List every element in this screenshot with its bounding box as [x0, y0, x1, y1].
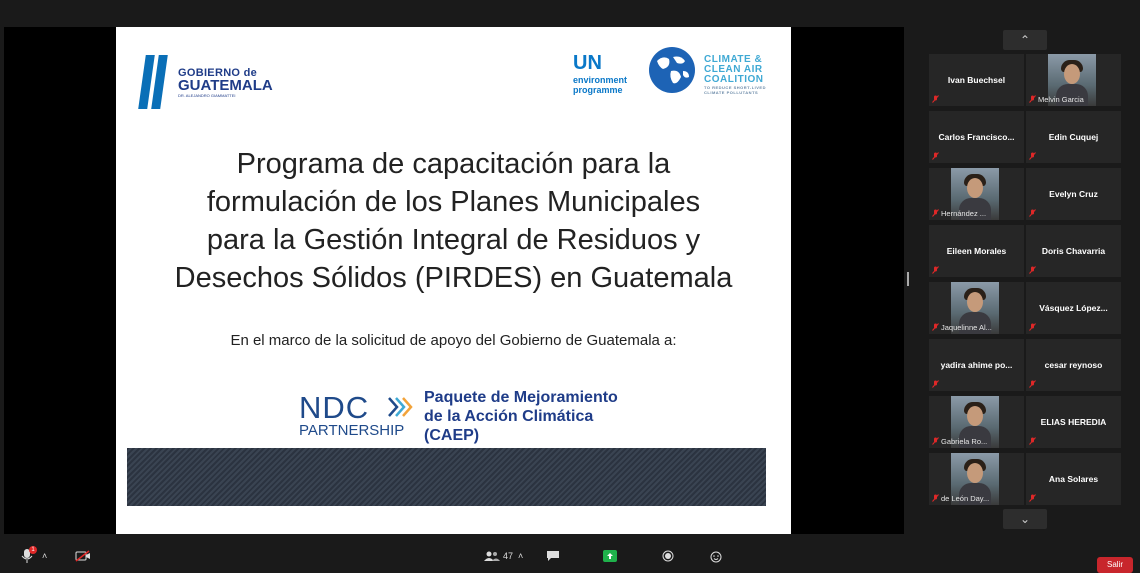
- muted-mic-icon: [932, 152, 939, 160]
- split-resize-handle[interactable]: [907, 272, 909, 286]
- participant-name: de León Day...: [941, 494, 990, 503]
- gobierno-line2: GUATEMALA: [178, 77, 273, 94]
- gobierno-line1: GOBIERNO de: [178, 67, 258, 79]
- gobierno-logo-icon: [142, 55, 170, 109]
- muted-mic-icon: [932, 380, 939, 388]
- mic-badge: 1: [29, 546, 37, 554]
- participant-name: ELIAS HEREDIA: [1040, 417, 1107, 427]
- participant-tile[interactable]: [929, 225, 1024, 277]
- reactions-button[interactable]: [710, 548, 723, 564]
- participant-name: Doris Chavarria: [1041, 246, 1106, 256]
- video-button[interactable]: [75, 548, 91, 564]
- participant-tile[interactable]: [1026, 111, 1121, 163]
- participants-button[interactable]: [484, 548, 513, 564]
- participant-tile[interactable]: [1026, 54, 1121, 106]
- participant-name: Jaquelinne Al...: [941, 323, 992, 332]
- participants-count: 47: [503, 551, 514, 561]
- participant-tile[interactable]: [1026, 168, 1121, 220]
- caep-line: de la Acción Climática: [424, 408, 594, 425]
- slide-title: [156, 145, 751, 297]
- mute-button[interactable]: [20, 548, 34, 564]
- gobierno-line3: DR. ALEJANDRO GIAMMATTEI: [178, 93, 236, 98]
- reactions-icon: [710, 550, 723, 563]
- participant-name: Ana Solares: [1048, 474, 1099, 484]
- participant-tile[interactable]: [929, 282, 1024, 334]
- participant-name: Gabriela Ro...: [941, 437, 988, 446]
- participants-options-caret[interactable]: ˄: [518, 551, 524, 561]
- muted-mic-icon: [932, 323, 939, 331]
- participant-name: Evelyn Cruz: [1049, 189, 1098, 199]
- gallery-scroll-down-button[interactable]: ⌄: [1003, 509, 1047, 529]
- ccac-line2: CLEAN AIR: [704, 64, 763, 75]
- chat-icon: [546, 550, 560, 562]
- ndc-big: NDC: [299, 390, 370, 425]
- participant-name: Vásquez López...: [1039, 303, 1108, 313]
- globe-icon: [649, 47, 695, 93]
- muted-mic-icon: [1029, 380, 1036, 388]
- presentation-slide: [116, 27, 791, 534]
- ndc-chevron-icon: [387, 396, 417, 418]
- audio-options-caret[interactable]: ˄: [42, 551, 48, 561]
- unep-logo: [573, 52, 638, 95]
- share-screen-button[interactable]: [603, 548, 617, 564]
- participant-tile[interactable]: [929, 54, 1024, 106]
- share-screen-icon: [603, 550, 617, 562]
- participant-tile[interactable]: [1026, 396, 1121, 448]
- participant-tile[interactable]: [929, 111, 1024, 163]
- muted-mic-icon: [932, 494, 939, 502]
- record-icon: [662, 550, 674, 562]
- unep-un: UN: [573, 52, 602, 74]
- muted-mic-icon: [932, 266, 939, 274]
- slide-title-line: Programa de capacitación para la: [236, 148, 671, 180]
- participant-tile[interactable]: [1026, 339, 1121, 391]
- muted-mic-icon: [1029, 266, 1036, 274]
- participant-name: yadira ahime po...: [940, 360, 1013, 370]
- participant-name: cesar reynoso: [1044, 360, 1103, 370]
- participant-tile[interactable]: [1026, 282, 1121, 334]
- participant-tile[interactable]: [1026, 453, 1121, 505]
- participant-name: Hernández ...: [941, 209, 987, 218]
- muted-mic-icon: [1029, 437, 1036, 445]
- ccac-small1: TO REDUCE SHORT-LIVED: [704, 85, 766, 90]
- participant-name: Carlos Francisco...: [938, 132, 1015, 142]
- participant-tile[interactable]: [929, 339, 1024, 391]
- gallery-scroll-up-button[interactable]: ⌃: [1003, 30, 1047, 50]
- caep-line: Paquete de Mejoramiento: [424, 389, 618, 406]
- caep-line: (CAEP): [424, 427, 480, 444]
- unep-line1: environment: [573, 75, 628, 85]
- chat-button[interactable]: [546, 548, 560, 564]
- participants-icon: [484, 550, 500, 562]
- participant-tile[interactable]: [929, 396, 1024, 448]
- participant-tile[interactable]: [929, 453, 1024, 505]
- ccac-line3: COALITION: [704, 74, 764, 85]
- participant-tile[interactable]: [929, 168, 1024, 220]
- leave-button[interactable]: Salir: [1097, 557, 1133, 573]
- muted-mic-icon: [1029, 494, 1036, 502]
- participant-name: Ivan Buechsel: [947, 75, 1006, 85]
- muted-mic-icon: [1029, 323, 1036, 331]
- ndc-partnership-logo: [299, 390, 404, 439]
- participant-tile[interactable]: [1026, 225, 1121, 277]
- slide-subtitle: En el marco de la solicitud de apoyo del Gobierno de Guatemala a:: [230, 332, 677, 349]
- ccac-line1: CLIMATE &: [704, 54, 763, 65]
- muted-mic-icon: [932, 209, 939, 217]
- slide-footer-band: [127, 448, 766, 506]
- muted-mic-icon: [932, 95, 939, 103]
- ccac-logo: [704, 55, 789, 95]
- meeting-toolbar: [0, 540, 1140, 570]
- slide-title-line: Desechos Sólidos (PIRDES) en Guatemala: [174, 262, 733, 294]
- caep-text: [424, 388, 618, 445]
- slide-title-line: para la Gestión Integral de Residuos y: [206, 224, 701, 256]
- unep-line2: programme: [573, 85, 623, 95]
- muted-mic-icon: [932, 437, 939, 445]
- ccac-small2: CLIMATE POLLUTANTS: [704, 90, 759, 95]
- participant-name: Edin Cuquej: [1048, 132, 1099, 142]
- slide-title-line: formulación de los Planes Municipales: [206, 186, 701, 218]
- muted-mic-icon: [1029, 152, 1036, 160]
- muted-mic-icon: [1029, 209, 1036, 217]
- muted-mic-icon: [1029, 95, 1036, 103]
- gobierno-logo-text: [178, 67, 273, 98]
- record-button[interactable]: [662, 548, 674, 564]
- ndc-small: PARTNERSHIP: [299, 422, 405, 439]
- participant-name: Melvin Garcia: [1038, 95, 1084, 104]
- video-off-icon: [75, 550, 91, 562]
- participant-name: Eileen Morales: [946, 246, 1007, 256]
